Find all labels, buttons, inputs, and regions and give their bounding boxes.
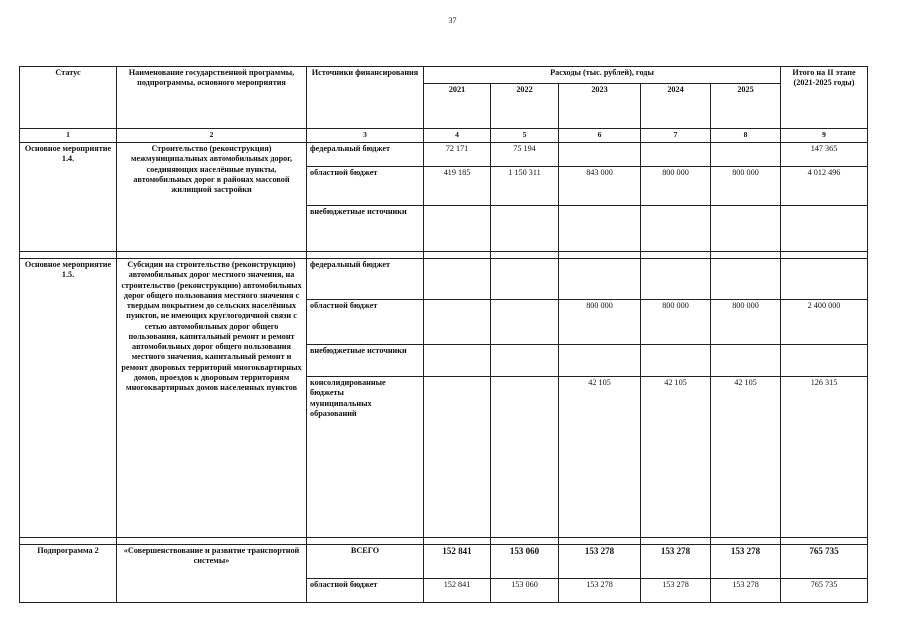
- total-cell: 4 012 496: [781, 167, 868, 206]
- table-row: [20, 545, 868, 579]
- value-cell: 153 278: [711, 579, 781, 603]
- status-cell: Подпрограмма 2: [20, 545, 117, 603]
- value-cell: 153 278: [711, 545, 781, 579]
- source-cell: федеральный бюджет: [307, 143, 424, 167]
- status-cell: Основное мероприятие 1.4.: [20, 143, 117, 252]
- column-numbers-row: [20, 129, 868, 143]
- header-total: Итого на II этапе (2021-2025 годы): [781, 67, 868, 129]
- source-cell: внебюджетные источники: [307, 345, 424, 377]
- value-cell: 153 060: [491, 545, 559, 579]
- value-cell: 152 841: [424, 579, 491, 603]
- source-cell: областной бюджет: [307, 579, 424, 603]
- column-number: 6: [559, 129, 641, 143]
- value-cell: 42 105: [711, 377, 781, 538]
- value-cell: [491, 377, 559, 538]
- value-cell: [424, 300, 491, 345]
- value-cell: 75 194: [491, 143, 559, 167]
- spacer-row: [20, 538, 868, 545]
- value-cell: [424, 259, 491, 300]
- value-cell: 42 105: [559, 377, 641, 538]
- source-cell: областной бюджет: [307, 300, 424, 345]
- value-cell: [559, 143, 641, 167]
- total-cell: 147 365: [781, 143, 868, 167]
- table-row: [20, 143, 868, 167]
- total-cell: [781, 259, 868, 300]
- value-cell: [559, 259, 641, 300]
- total-cell: 765 735: [781, 579, 868, 603]
- header-expenses: Расходы (тыс. рублей), годы: [424, 67, 781, 84]
- total-cell: [781, 345, 868, 377]
- value-cell: [559, 206, 641, 252]
- value-cell: [641, 143, 711, 167]
- header-year: 2023: [559, 84, 641, 129]
- value-cell: 72 171: [424, 143, 491, 167]
- header-row-1: [20, 67, 868, 84]
- column-number: 4: [424, 129, 491, 143]
- value-cell: 800 000: [641, 300, 711, 345]
- total-cell: 765 735: [781, 545, 868, 579]
- name-cell: Субсидии на строительство (реконструкцию) автомобильных дорог местного значения, на строительство (реконструкцию) автомобильных дорог общего пользования местного значения с твердым покрытием до сельских населённых пунктов, не имеющих круглогодичной связи с сетью автомобильных дорог общего пользования, капитальный ремонт и ремонт автомобильных дорог общего пользования местного значения, капитальный ремонт и ремонт дворовых территорий многоквартирных домов, проездов к дворовым территориям многоквартирных домов населенных пунктов: [117, 259, 307, 538]
- page-number: 37: [448, 16, 457, 25]
- column-number: 7: [641, 129, 711, 143]
- header-year: 2024: [641, 84, 711, 129]
- budget-table: [19, 66, 868, 603]
- value-cell: [711, 345, 781, 377]
- name-cell: «Совершенствование и развитие транспортной системы»: [117, 545, 307, 603]
- total-cell: 2 400 000: [781, 300, 868, 345]
- value-cell: [491, 300, 559, 345]
- spacer-row: [20, 252, 868, 259]
- value-cell: 153 278: [559, 579, 641, 603]
- header-status: Статус: [20, 67, 117, 129]
- value-cell: [711, 259, 781, 300]
- value-cell: 419 185: [424, 167, 491, 206]
- value-cell: [491, 259, 559, 300]
- value-cell: 153 060: [491, 579, 559, 603]
- value-cell: [711, 143, 781, 167]
- total-cell: 126 315: [781, 377, 868, 538]
- source-cell: федеральный бюджет: [307, 259, 424, 300]
- value-cell: [711, 206, 781, 252]
- column-number: 3: [307, 129, 424, 143]
- value-cell: 800 000: [641, 167, 711, 206]
- column-number: 2: [117, 129, 307, 143]
- total-cell: [781, 206, 868, 252]
- table-row: [20, 259, 868, 300]
- value-cell: 800 000: [711, 300, 781, 345]
- source-cell: внебюджетные источники: [307, 206, 424, 252]
- column-number: 5: [491, 129, 559, 143]
- value-cell: 1 150 311: [491, 167, 559, 206]
- status-cell: Основное мероприятие 1.5.: [20, 259, 117, 538]
- value-cell: [559, 345, 641, 377]
- header-year: 2022: [491, 84, 559, 129]
- value-cell: 153 278: [559, 545, 641, 579]
- value-cell: 153 278: [641, 579, 711, 603]
- header-year: 2021: [424, 84, 491, 129]
- value-cell: 42 105: [641, 377, 711, 538]
- value-cell: [424, 377, 491, 538]
- value-cell: [424, 345, 491, 377]
- name-cell: Строительство (реконструкция) межмуниципальных автомобильных дорог, соединяющих населённые пункты, автомобильных дорог в районах массовой жилищной застройки: [117, 143, 307, 252]
- value-cell: [641, 259, 711, 300]
- source-cell: ВСЕГО: [307, 545, 424, 579]
- source-cell: консолидированные бюджеты муниципальных образований: [307, 377, 424, 538]
- header-year: 2025: [711, 84, 781, 129]
- column-number: 8: [711, 129, 781, 143]
- value-cell: [491, 206, 559, 252]
- value-cell: [424, 206, 491, 252]
- column-number: 9: [781, 129, 868, 143]
- source-cell: областной бюджет: [307, 167, 424, 206]
- value-cell: 843 000: [559, 167, 641, 206]
- value-cell: [491, 345, 559, 377]
- header-name: Наименование государственной программы, подпрограммы, основного мероприятия: [117, 67, 307, 129]
- value-cell: 152 841: [424, 545, 491, 579]
- value-cell: [641, 345, 711, 377]
- value-cell: 800 000: [711, 167, 781, 206]
- value-cell: [641, 206, 711, 252]
- value-cell: 153 278: [641, 545, 711, 579]
- value-cell: 800 000: [559, 300, 641, 345]
- column-number: 1: [20, 129, 117, 143]
- header-sources: Источники финансирования: [307, 67, 424, 129]
